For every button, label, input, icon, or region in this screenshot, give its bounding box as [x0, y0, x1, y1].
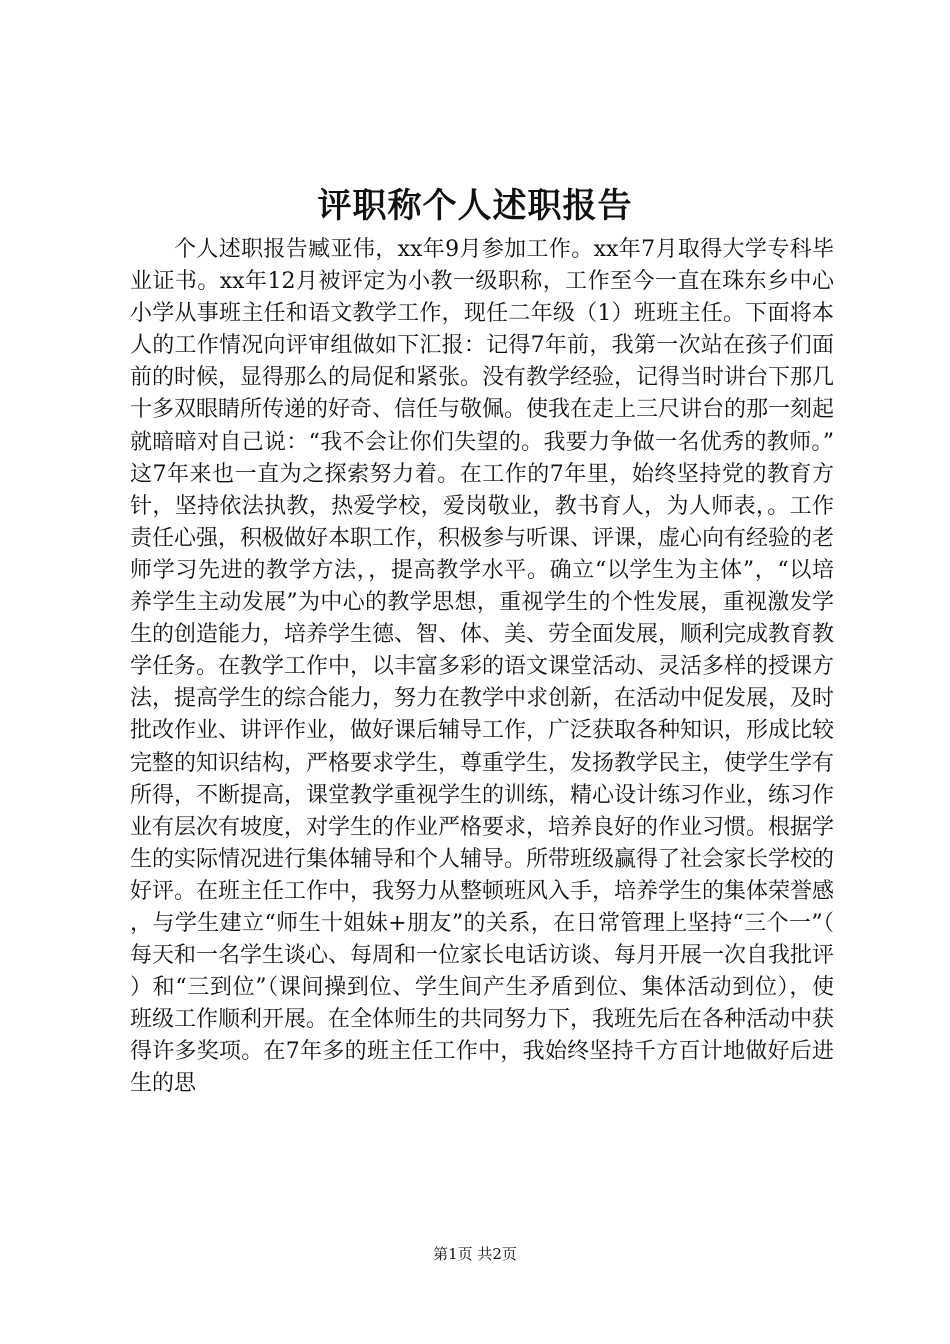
body-paragraph: 个人述职报告臧亚伟，xx年9月参加工作。xx年7月取得大学专科毕业证书。xx年12月被评定为小教一级职称，工作至今一直在珠东乡中心小学从事班主任和语文教学工作，现任二年级（1）班班主任。下面将本人的工作情况向评审组做如下汇报：记得7年前，我第一次站在孩子们面前的时候，显得那么的局促和紧张。没有教学经验，记得当时讲台下那几十多双眼睛所传递的好奇、信任与敬佩。使我在走上三尺讲台的那一刻起就暗暗对自己说：“我不会让你们失望的。我要力争做一名优秀的教师。”这7年来也一直为之探索努力着。在工作的7年里，始终坚持党的教育方针，坚持依法执教，热爱学校，爱岗敬业，教书育人，为人师表，。工作责任心强，积极做好本职工作，积极参与听课、评课，虚心向有经验的老师学习先进的教学方法，，提高教学水平。确立“以学生为主体”，“以培养学生主动发展”为中心的教学思想，重视学生的个性发展，重视激发学生的创造能力，培养学生德、智、体、美、劳全面发展，顺利完成教育教学任务。在教学工作中，以丰富多彩的语文课堂活动、灵活多样的授课方法，提高学生的综合能力，努力在教学中求创新，在活动中促发展，及时批改作业、讲评作业，做好课后辅导工作，广泛获取各种知识，形成比较完整的知识结构，严格要求学生，尊重学生，发扬教学民主，使学生学有所得，不断提高，课堂教学重视学生的训练，精心设计练习作业，练习作业有层次有坡度，对学生的作业严格要求，培养良好的作业习惯。根据学生的实际情况进行集体辅导和个人辅导。所带班级赢得了社会家长学校的好评。在班主任工作中，我努力从整顿班风入手，培养学生的集体荣誉感，与学生建立“师生十姐妹+朋友”的关系，在日常管理上坚持“三个一”（每天和一名学生谈心、每周和一位家长电话访谈、每月开展一次自我批评）和“三到位”（课间操到位、学生间产生矛盾到位、集体活动到位），使班级工作顺利开展。在全体师生的共同努力下，我班先后在各种活动中获得许多奖项。在7年多的班主任工作中，我始终坚持千方百计地做好后进生的思	[130, 237, 835, 1097]
document-title: 评职称个人述职报告	[317, 186, 633, 226]
page-footer: 第1页 共2页	[433, 1245, 517, 1263]
